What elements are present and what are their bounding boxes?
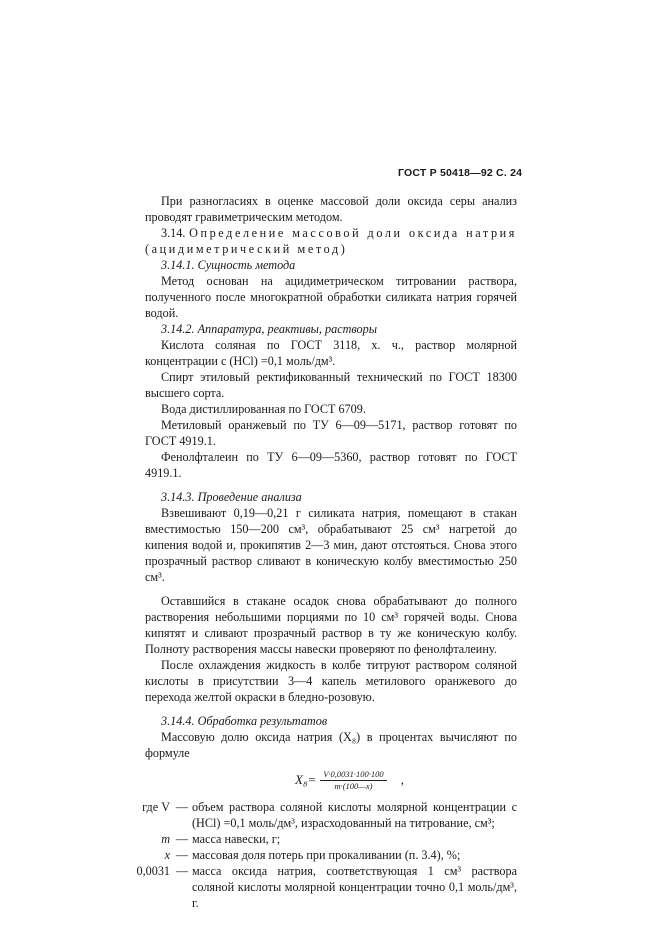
- definition-dash: —: [175, 832, 189, 846]
- definition-dash: —: [175, 864, 189, 878]
- definition-text: масса оксида натрия, соответствующая 1 см³ раствора соляной кислоты молярной концентрации точно 0,1 моль/дм³, г.: [192, 864, 517, 910]
- formula-fraction: [320, 769, 386, 792]
- paragraph-hcl: Кислота соляная по ГОСТ 3118, х. ч., раствор молярной концентрации c (HCl) =0,1 моль/дм³.: [145, 338, 517, 368]
- formula: [295, 767, 517, 793]
- definition-symbol: x: [164, 848, 170, 862]
- paragraph-water: Вода дистиллированная по ГОСТ 6709.: [161, 402, 366, 416]
- definition-item: [112, 831, 517, 847]
- subsection-3-14-2: 3.14.2. Аппаратура, реактивы, растворы: [161, 322, 377, 336]
- subsection-3-14-3: 3.14.3. Проведение анализа: [161, 490, 302, 504]
- paragraph-method-basis: Метод основан на ацидиметрическом титровании раствора, полученного после многократной обработки силиката натрия горячей водой.: [145, 274, 517, 320]
- formula-denominator: m·(100—x): [334, 780, 373, 791]
- formula-comma: ,: [400, 772, 404, 787]
- definitions-list: [112, 799, 517, 911]
- paragraph-methyl-orange: Метиловый оранжевый по ТУ 6—09—5171, раствор готовят по ГОСТ 4919.1.: [145, 418, 517, 448]
- paragraph-ethanol: Спирт этиловый ректификованный технический по ГОСТ 18300 высшего сорта.: [145, 370, 517, 400]
- formula-lhs: X₈=: [295, 772, 317, 787]
- definition-text: масса навески, г;: [192, 832, 281, 846]
- definition-text: массовая доля потерь при прокаливании (п. 3.4), %;: [192, 848, 461, 862]
- definition-item: [112, 863, 517, 911]
- definition-dash: —: [175, 848, 189, 862]
- section-3-14-heading: [145, 225, 517, 257]
- definition-symbol: где V: [142, 800, 170, 814]
- paragraph-weighing: Взвешивают 0,19—0,21 г силиката натрия, помещают в стакан вместимостью 150—200 см³, обрабатывают 25 см³ нагретой до кипения водой и, прокипятив 2—3 мин, дают отстояться. Снова этого прозрачный раствор сливают в коническую колбу вместимостью 250 см³.: [145, 506, 517, 584]
- definition-item: [112, 799, 517, 831]
- subsection-3-14-1: 3.14.1. Сущность метода: [161, 258, 296, 272]
- paragraph-phenolphthalein: Фенолфталеин по ТУ 6—09—5360, раствор готовят по ГОСТ 4919.1.: [145, 450, 517, 480]
- formula-numerator: V·0,0031·100·100: [320, 769, 386, 781]
- definition-item: [112, 847, 517, 863]
- definition-dash: —: [175, 800, 189, 814]
- section-title: Определение массовой доли оксида натрия (ацидиметрический метод): [145, 226, 518, 256]
- section-number: 3.14.: [161, 226, 186, 240]
- paragraph-gravimetric: При разногласиях в оценке массовой доли оксида серы анализ проводят гравиметрическим методом.: [145, 194, 517, 224]
- paragraph-formula-intro: Массовую долю оксида натрия (X₈) в процентах вычисляют по формуле: [145, 730, 517, 760]
- subsection-3-14-4: 3.14.4. Обработка результатов: [161, 714, 328, 728]
- definition-symbol: 0,0031: [136, 864, 170, 878]
- page-header: ГОСТ Р 50418—92 С. 24: [398, 167, 523, 179]
- document-body: [136, 193, 518, 911]
- definition-text: объем раствора соляной кислоты молярной концентрации c (HCl) =0,1 моль/дм³, израсходованный на титрование, см³;: [192, 800, 517, 830]
- paragraph-residue: Оставшийся в стакане осадок снова обрабатывают до полного растворения небольшими порциями по 10 см³ горячей воды. Снова кипятят и сливают прозрачный раствор в ту же коническую колбу. Полноту растворения массы навески проверяют по фенолфталеину.: [145, 594, 517, 656]
- definition-symbol: m: [161, 832, 170, 846]
- paragraph-titration: После охлаждения жидкость в колбе титруют раствором соляной кислоты в присутствии 3—4 капель метилового оранжевого до перехода желтой окраски в бледно-розовую.: [145, 658, 517, 704]
